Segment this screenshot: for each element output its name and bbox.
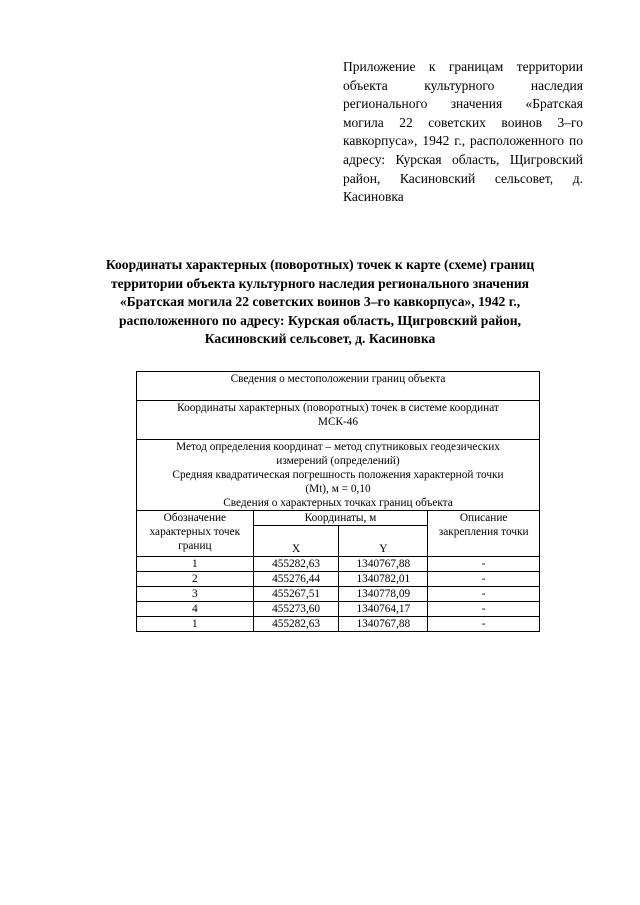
point-description: - xyxy=(428,587,540,602)
table-body xyxy=(137,557,540,632)
accuracy-text: (Mt), м = 0,10 xyxy=(305,483,371,495)
title-line: территории объекта культурного наследия регионального значения xyxy=(110,275,530,291)
document-title xyxy=(70,256,570,349)
table-row xyxy=(137,587,540,602)
table-row xyxy=(137,602,540,617)
points-header: Сведения о характерных точках границ объекта xyxy=(223,497,453,509)
col-designation-header: Обозначение характерных точек границ xyxy=(137,511,254,557)
y-coordinate: 1340764,17 xyxy=(339,602,428,617)
x-coordinate: 455267,51 xyxy=(253,587,339,602)
y-coordinate: 1340778,09 xyxy=(339,587,428,602)
x-coordinate: 455276,44 xyxy=(253,572,339,587)
method-text: измерений (определений) xyxy=(276,455,400,467)
title-line: расположенного по адресу: Курская область, Щигровский район, xyxy=(118,312,522,328)
coordinate-system-name: МСК-46 xyxy=(317,416,359,428)
appendix-note: Приложение к границам территории объекта культурного наследия регионального значения «Братская могила 22 советских воинов 3–го кавкорпуса», 1942 г., расположенного по адресу: Курская область, Щигровский район, Касиновский сельсовет, д. Касиновка xyxy=(343,59,583,205)
table-row xyxy=(137,557,540,572)
x-coordinate: 455273,60 xyxy=(253,602,339,617)
point-number: 4 xyxy=(137,602,254,617)
point-number: 1 xyxy=(137,557,254,572)
point-number: 1 xyxy=(137,617,254,632)
point-description: - xyxy=(428,602,540,617)
title-line: «Братская могила 22 советских воинов 3–го кавкорпуса», 1942 г., xyxy=(119,294,521,310)
title-line: Касиновский сельсовет, д. Касиновка xyxy=(204,331,436,347)
col-coords-header: Координаты, м xyxy=(253,511,428,526)
coordinate-system-cell xyxy=(137,401,540,440)
point-description: - xyxy=(428,617,540,632)
coordinate-system-text: Координаты характерных (поворотных) точек в системе координат xyxy=(177,402,499,414)
point-description: - xyxy=(428,557,540,572)
y-coordinate: 1340767,88 xyxy=(339,557,428,572)
x-coordinate: 455282,63 xyxy=(253,617,339,632)
method-text: Метод определения координат – метод спутниковых геодезических xyxy=(176,441,500,453)
y-coordinate: 1340782,01 xyxy=(339,572,428,587)
table-row xyxy=(137,617,540,632)
method-cell xyxy=(137,440,540,511)
point-number: 3 xyxy=(137,587,254,602)
accuracy-text: Средняя квадратическая погрешность положения характерной точки xyxy=(172,469,504,481)
point-description: - xyxy=(428,572,540,587)
col-description-header: Описание закрепления точки xyxy=(428,511,540,557)
table-row xyxy=(137,572,540,587)
title-line: Координаты характерных (поворотных) точек к карте (схеме) границ xyxy=(105,257,535,272)
coordinates-table xyxy=(136,371,540,632)
x-coordinate: 455282,63 xyxy=(253,557,339,572)
col-y-header: Y xyxy=(339,526,428,557)
location-header: Сведения о местоположении границ объекта xyxy=(137,372,540,401)
y-coordinate: 1340767,88 xyxy=(339,617,428,632)
col-x-header: X xyxy=(253,526,339,557)
point-number: 2 xyxy=(137,572,254,587)
